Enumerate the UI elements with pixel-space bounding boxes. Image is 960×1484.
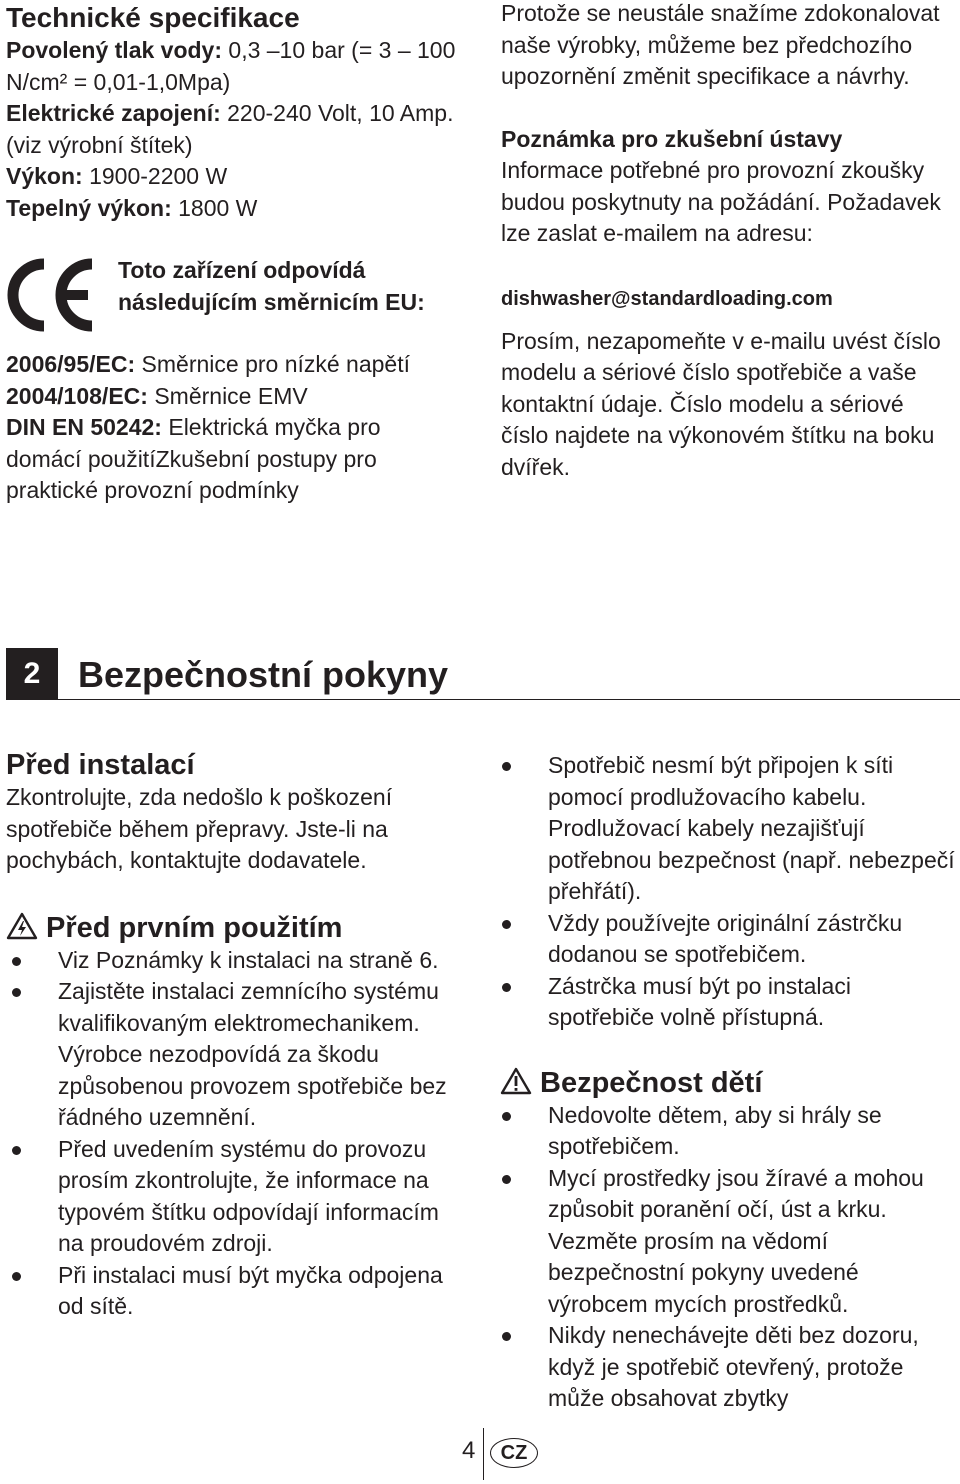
water-pressure-label: Povolený tlak vody:: [6, 37, 223, 63]
list-item-text: Nedovolte dětem, aby si hrály se spotřebičem.: [548, 1101, 882, 1159]
directives: [6, 349, 458, 507]
directive-din: [6, 412, 458, 507]
electrical-value: 220-240 Volt, 10 Amp. (viz výrobní štítek): [6, 100, 454, 158]
labs-heading: Poznámka pro zkušební ústavy: [501, 125, 843, 152]
directive-lvd-code: 2006/95/EC:: [6, 351, 136, 377]
list-item-text: Spotřebič nesmí být připojen k síti pomocí prodlužovacího kabelu. Prodlužovací kabely nezajišťují potřebnou bezpečnost (např. nebezpečí přehřátí).: [548, 752, 955, 904]
list-item-text: Vždy používejte originální zástrčku dodanou se spotřebičem.: [548, 909, 903, 967]
directive-emc-code: 2004/108/EC:: [6, 382, 148, 409]
power-value: 1900-2200 W: [82, 163, 228, 189]
page-number: 4: [462, 1437, 476, 1464]
right-top-column: [501, 0, 957, 483]
list-item-text: Zajistěte instalaci zemnícího systému kvalifikovaným elektromechanikem. Výrobce nezodpovídá za škodu způsobenou provozem spotřebiče bez řádného uzemnění.: [58, 978, 447, 1130]
first-use-heading: Před prvním použitím: [46, 911, 343, 944]
section-number: 2: [6, 648, 58, 700]
heat-power-value: 1800 W: [171, 194, 258, 221]
tech-specs-heading: Technické specifikace: [6, 2, 300, 33]
power: [6, 161, 458, 193]
bullet-icon: [12, 1146, 21, 1155]
list-item: [496, 1320, 958, 1415]
list-item: [496, 971, 958, 1034]
directive-din-code: DIN EN 50242:: [6, 414, 162, 440]
directive-lvd: [6, 349, 458, 381]
list-item: [6, 945, 470, 977]
bullet-icon: [12, 988, 21, 997]
power-cable-list: [496, 750, 958, 1034]
section-title: Bezpečnostní pokyny: [78, 654, 449, 695]
bullet-icon: [502, 983, 511, 992]
list-item: [6, 976, 470, 1134]
heat-power: [6, 193, 458, 225]
list-item-text: Před uvedením systému do provozu prosím zkontrolujte, že informace na typovém štítku odpovídají informacím na proudovém zdroji.: [58, 1135, 439, 1256]
child-safety-heading-row: [500, 1066, 958, 1100]
electrical: [6, 98, 458, 161]
electrical-label: Elektrické zapojení:: [6, 100, 221, 126]
footer-divider: [483, 1428, 484, 1480]
first-use-list: [6, 945, 470, 1323]
ce-compliance-text: Toto zařízení odpovídá následujícím směrnicím EU:: [118, 257, 425, 315]
heat-power-label: Tepelný výkon:: [6, 194, 172, 221]
warning-icon: [500, 1067, 532, 1095]
list-item: [496, 1163, 958, 1321]
list-item: [496, 750, 958, 908]
language-badge: CZ: [490, 1438, 538, 1468]
improvement-notice: Protože se neustále snažíme zdokonalovat naše výrobky, můžeme bez předchozího upozornění změnit specifikace a návrhy.: [501, 0, 940, 89]
list-item-text: Nikdy nenechávejte děti bez dozoru, když je spotřebič otevřený, protože může obsahovat zbytky: [548, 1322, 919, 1411]
before-install-text: Zkontrolujte, zda nedošlo k poškození spotřebiče během přepravy. Jste-li na pochybách, kontaktujte dodavatele.: [6, 784, 393, 873]
contact-email[interactable]: dishwasher@standardloading.com: [501, 287, 833, 310]
list-item: [496, 1100, 958, 1163]
bullet-icon: [502, 1112, 511, 1121]
ce-mark-icon: [6, 258, 96, 332]
list-item-text: Viz Poznámky k instalaci na straně 6.: [58, 946, 439, 973]
bullet-icon: [502, 762, 511, 771]
bullet-icon: [502, 1175, 511, 1184]
directive-din-text: Elektrická myčka pro domácí použitíZkušební postupy pro praktické provozní podmínky: [6, 414, 381, 503]
list-item-text: Při instalaci musí být myčka odpojena od sítě.: [58, 1261, 443, 1319]
bullet-icon: [12, 957, 21, 966]
section-header: [6, 648, 960, 700]
child-safety-list: [496, 1100, 958, 1415]
power-label: Výkon:: [6, 163, 83, 189]
before-install-heading: Před instalací: [6, 749, 195, 781]
bullet-icon: [502, 1332, 511, 1341]
tech-specs: [6, 0, 458, 224]
bullet-icon: [502, 920, 511, 929]
water-pressure: [6, 35, 458, 98]
child-safety-heading: Bezpečnost dětí: [540, 1066, 763, 1099]
list-item: [496, 908, 958, 971]
bullet-icon: [12, 1272, 21, 1281]
left-bottom-column: [6, 748, 470, 1323]
water-pressure-value: 0,3 –10 bar (= 3 – 100 N/cm² = 0,01-1,0Mpa): [6, 37, 456, 95]
section-rule: [58, 699, 960, 700]
directive-emc: [6, 381, 458, 413]
right-bottom-column: [496, 750, 958, 1415]
list-item-text: Mycí prostředky jsou žíravé a mohou způsobit poranění očí, úst a krku. Vezměte prosím na vědomí bezpečnostní pokyny uvedené výrobcem mycích prostředků.: [548, 1164, 924, 1317]
list-item: [6, 1134, 470, 1260]
list-item: [6, 1260, 470, 1323]
email-reminder: Prosím, nezapomeňte v e-mailu uvést číslo modelu a sériové číslo spotřebiče a vaše kontaktní údaje. Číslo modelu a sériové číslo najdete na výkonovém štítku na boku dvířek.: [501, 327, 941, 480]
directive-emc-text: Směrnice EMV: [147, 382, 308, 409]
labs-text: Informace potřebné pro provozní zkoušky budou poskytnuty na požádání. Požadavek lze zaslat e-mailem na adresu:: [501, 157, 941, 246]
warning-electric-icon: [6, 912, 38, 940]
first-use-heading-row: [6, 911, 470, 945]
list-item-text: Zástrčka musí být po instalaci spotřebiče volně přístupná.: [548, 972, 851, 1030]
directive-lvd-text: Směrnice pro nízké napětí: [135, 351, 411, 377]
